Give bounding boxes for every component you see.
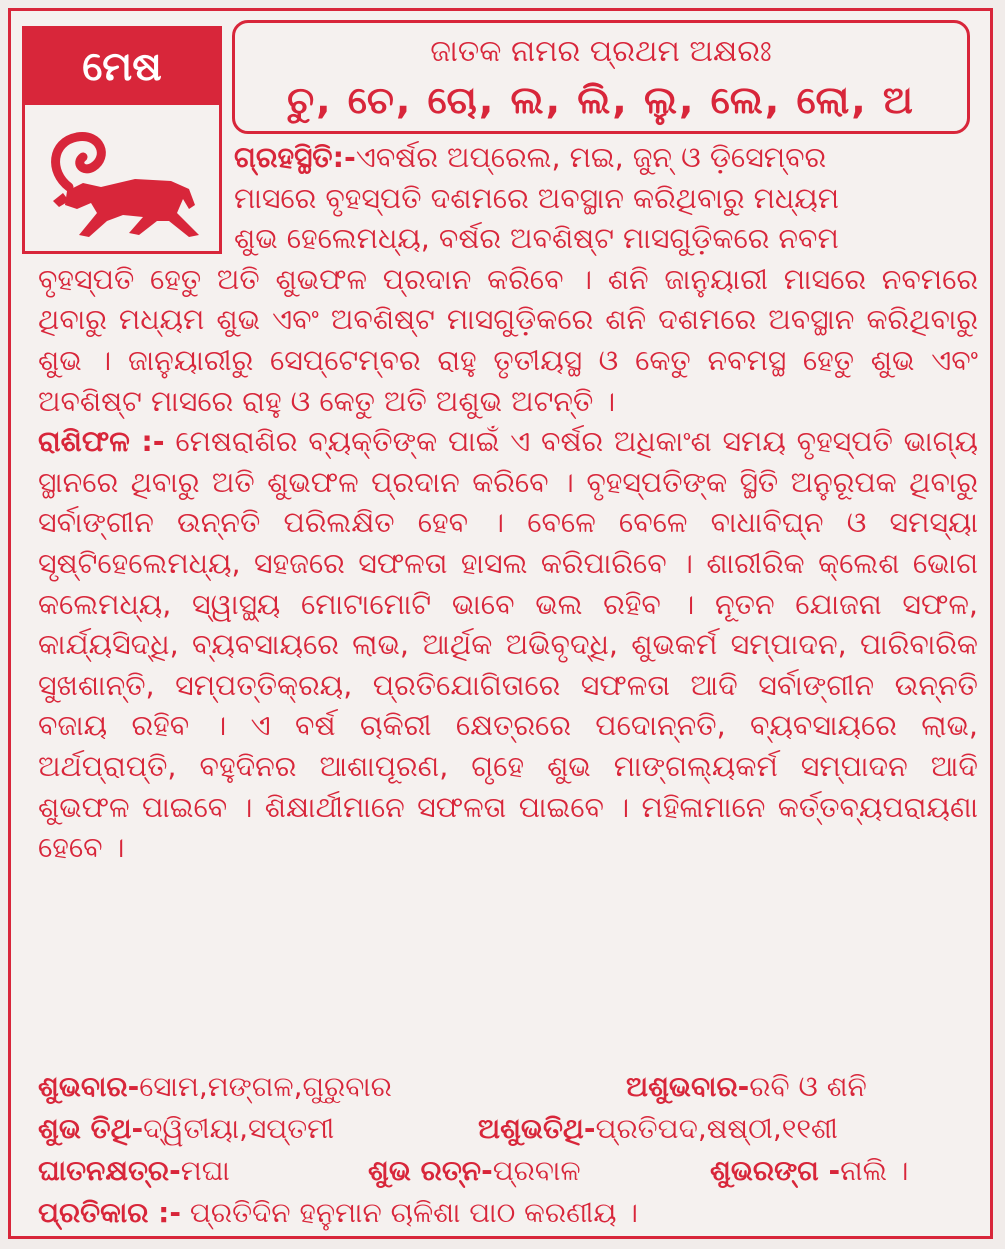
- ashubha-tithi-value: ପ୍ରତିପଦ,ଷଷ୍ଠୀ,୧୧ଶୀ: [595, 1112, 838, 1145]
- ghata-label: ଘାତନକ୍ଷତ୍ର-: [38, 1154, 181, 1187]
- ashubha-bar-value: ରବି ଓ ଶନି: [749, 1070, 867, 1103]
- pratikar: [38, 1192, 638, 1234]
- ashubha-tithi: [478, 1108, 838, 1150]
- graha-line: ଶୁଭ ହେଲେମଧ୍ୟ, ବର୍ଷର ଅବଶିଷ୍ଟ ମାସଗୁଡ଼ିକରେ ନବମ: [234, 222, 839, 256]
- rashifal-label: ରାଶିଫଳ :-: [38, 425, 165, 459]
- graha-line: ମାସରେ ବୃହସ୍ପତି ଦଶମରେ ଅବସ୍ଥାନ କରିଥିବାରୁ ମଧ୍ୟମ: [234, 181, 840, 215]
- shubha-ratna: [368, 1150, 581, 1192]
- ratna-value: ପ୍ରବାଳ: [492, 1154, 581, 1187]
- shubha-bar-label: ଶୁଭବାର-: [38, 1070, 140, 1103]
- pratikar-label: ପ୍ରତିକାର :-: [38, 1196, 181, 1229]
- graha-line-text: ଏବର୍ଷର ଅପ୍ରେଲ, ମଇ, ଜୁନ୍ ଓ ଡ଼ିସେମ୍ବର: [355, 141, 827, 174]
- ranga-label: ଶୁଭରଙ୍ଗ -: [710, 1154, 841, 1187]
- details-row-extra: [38, 1150, 978, 1192]
- ashubha-bar: [626, 1066, 867, 1108]
- shubha-ranga: [710, 1150, 909, 1192]
- ghata-value: ମଘା: [180, 1154, 230, 1187]
- details-row-pratikar: [38, 1192, 978, 1234]
- details-row-bar: [38, 1066, 978, 1108]
- details-row-tithi: [38, 1108, 978, 1150]
- shubha-tithi: [38, 1108, 334, 1150]
- ranga-value: ନାଲି ।: [840, 1154, 909, 1187]
- sign-title: ମେଷ: [25, 29, 219, 105]
- ashubha-tithi-label: ଅଶୁଭତିଥି-: [478, 1112, 596, 1145]
- letters-title: ଜାତକ ନାମର ପ୍ରଥମ ଅକ୍ଷରଃ: [430, 34, 772, 69]
- shubha-bar-value: ସୋମ,ମଙ୍ଗଳ,ଗୁରୁବାର: [139, 1070, 392, 1103]
- rashifal-paragraph: [38, 422, 978, 869]
- shubha-tithi-value: ଦ୍ୱିତୀୟା,ସପ୍ତମୀ: [143, 1112, 335, 1145]
- rashifal-text: ମେଷରାଶିର ବ୍ୟକ୍ତିଙ୍କ ପାଇଁ ଏ ବର୍ଷର ଅଧିକାଂଶ ସମୟ ବୃହସ୍ପତି ଭାଗ୍ୟ ସ୍ଥାନରେ ଥିବାରୁ ଅତି ଶୁଭଫଳ ପ୍ରଦାନ କରିବେ । ବୃହସ୍ପତିଙ୍କ ସ୍ଥିତି ଅନୁରୂପକ ଥିବାରୁ ସର୍ବାଙ୍ଗୀନ ଉନ୍ନତି ପରିଲକ୍ଷିତ ହେବ । ବେଳେ ବେଳେ ବାଧାବିଘ୍ନ ଓ ସମସ୍ୟା ସୃଷ୍ଟିହେଲେମଧ୍ୟ, ସହଜରେ ସଫଳତା ହାସଲ କରିପାରିବେ । ଶାରୀରିକ କ୍ଲେଶ ଭୋଗ କଲେମଧ୍ୟ, ସ୍ୱାସ୍ଥ୍ୟ ମୋଟାମୋଟି ଭାବେ ଭଲ ରହିବ । ନୂତନ ଯୋଜନା ସଫଳ, କାର୍ଯ୍ୟସିଦ୍ଧି, ବ୍ୟବସାୟରେ ଲାଭ, ଆର୍ଥିକ ଅଭିବୃଦ୍ଧି, ଶୁଭକର୍ମ ସମ୍ପାଦନ, ପାରିବାରିକ ସୁଖଶାନ୍ତି, ସମ୍ପତ୍ତିକ୍ରୟ, ପ୍ରତିଯୋଗିତାରେ ସଫଳତା ଆଦି ସର୍ବାଙ୍ଗୀନ ଉନ୍ନତି ବଜାୟ ରହିବ । ଏ ବର୍ଷ ଚାକିରୀ କ୍ଷେତ୍ରରେ ପଦୋନ୍ନତି, ବ୍ୟବସାୟରେ ଲାଭ, ଅର୍ଥପ୍ରାପ୍ତି, ବହୁଦିନର ଆଶାପୂରଣ, ଗୃହେ ଶୁଭ ମାଙ୍ଗଲ୍ୟକର୍ମ ସମ୍ପାଦନ ଆଦି ଶୁଭଫଳ ପାଇବେ । ଶିକ୍ଷାର୍ଥୀମାନେ ସଫଳତା ପାଇବେ । ମହିଳାମାନେ କର୍ତ୍ତବ୍ୟପରାୟଣା ହେବେ ।: [38, 425, 978, 865]
- pratikar-value: ପ୍ରତିଦିନ ହନୁମାନ ଚାଳିଶା ପାଠ କରଣୀୟ ।: [189, 1196, 638, 1229]
- graha-label: ଗ୍ରହସ୍ଥିତି:-: [234, 141, 356, 174]
- name-letters-box: [232, 20, 970, 134]
- graha-text: ବୃହସ୍ପତି ହେତୁ ଅତି ଶୁଭଫଳ ପ୍ରଦାନ କରିବେ । ଶନି ଜାନୁୟାରୀ ମାସରେ ନବମରେ ଥିବାରୁ ମଧ୍ୟମ ଶୁଭ ଏବଂ ଅବଶିଷ୍ଟ ମାସଗୁଡ଼ିକରେ ଶନି ଦଶମରେ ଅବସ୍ଥାନ କରିଥିବାରୁ ଶୁଭ । ଜାନୁୟାରୀରୁ ସେପ୍ଟେମ୍ବର ରାହୁ ତୃତୀୟସ୍ଥ ଓ କେତୁ ନବମସ୍ଥ ହେତୁ ଶୁଭ ଏବଂ ଅବଶିଷ୍ଟ ମାସରେ ରାହୁ ଓ କେତୁ ଅତି ଅଶୁଭ ଅଟନ୍ତି ।: [38, 262, 978, 418]
- horoscope-body: [38, 138, 978, 869]
- shubha-bar: [38, 1066, 392, 1108]
- graha-intro: [38, 138, 978, 260]
- shubha-tithi-label: ଶୁଭ ତିଥି-: [38, 1112, 144, 1145]
- ghata-nakshatra: [38, 1150, 230, 1192]
- letters-list: ଚୁ, ଚେ, ଚୋ, ଲ, ଲି, ଲୁ, ଲେ, ଲୋ, ଅ: [287, 78, 915, 122]
- ratna-label: ଶୁଭ ରତ୍ନ-: [368, 1154, 493, 1187]
- graha-line: [234, 138, 978, 179]
- ashubha-bar-label: ଅଶୁଭବାର-: [626, 1070, 750, 1103]
- details-section: [38, 1066, 978, 1234]
